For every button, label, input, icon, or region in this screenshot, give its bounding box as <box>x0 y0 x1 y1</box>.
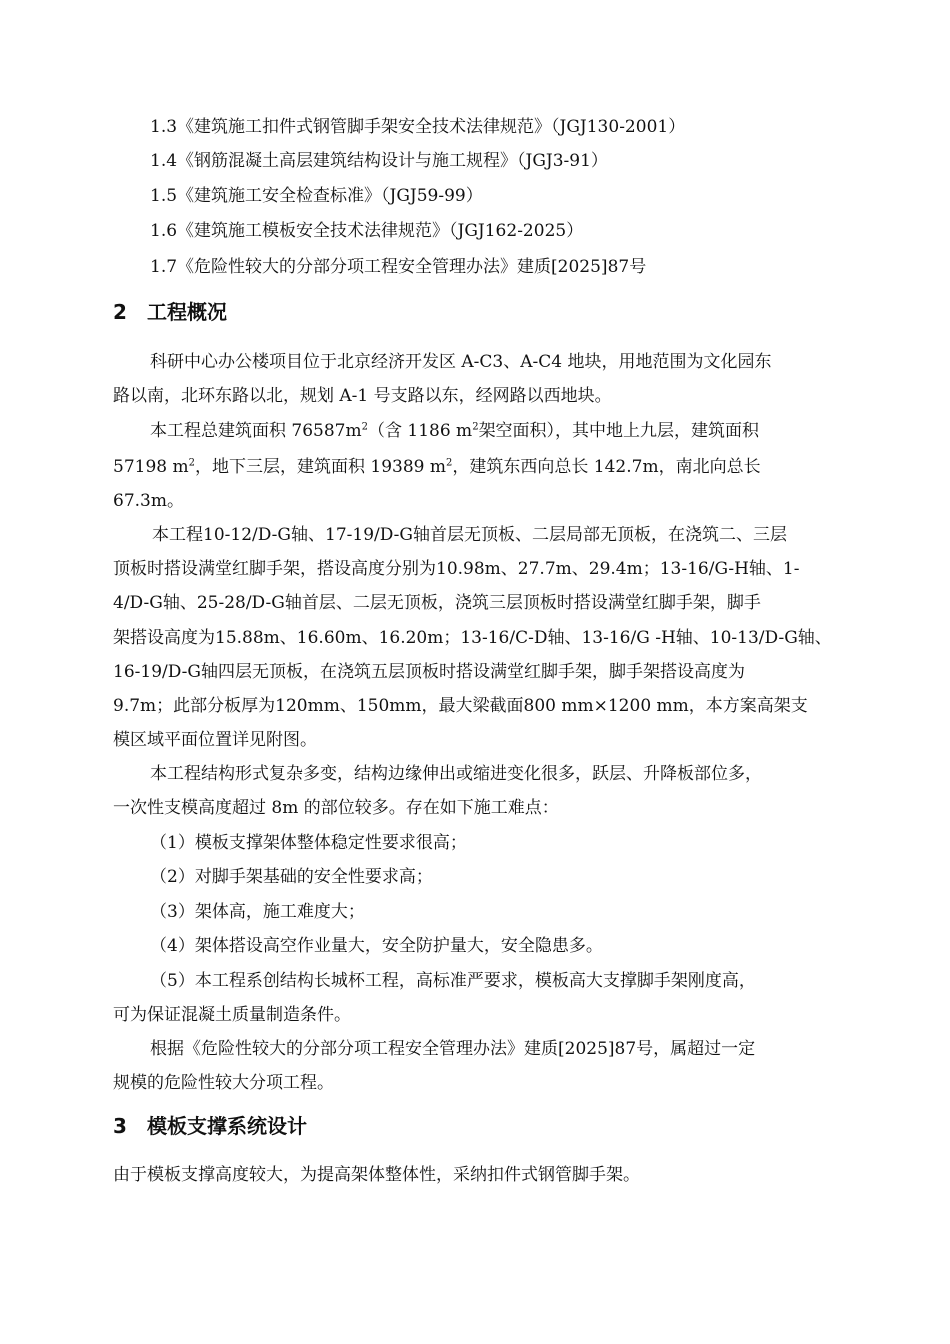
paragraph-line: 路以南，北环东路以北，规划 A-1 号支路以东，经网路以西地块。 <box>113 386 612 406</box>
paragraph-line: 顶板时搭设满堂红脚手架，搭设高度分别为10.98m、27.7m、29.4m；13-16/G-H轴、1- <box>113 559 800 579</box>
paragraph-line: 由于模板支撑高度较大，为提高架体整体性，采纳扣件式钢管脚手架。 <box>113 1165 640 1185</box>
section-title: 工程概况 <box>147 300 227 324</box>
list-item: （4）架体搭设高空作业量大，安全防护量大，安全隐患多。 <box>150 936 603 956</box>
reference-item: 1.4《钢筋混凝土高层建筑结构设计与施工规程》（JGJ3-91） <box>150 151 608 171</box>
list-item: （2）对脚手架基础的安全性要求高； <box>150 867 433 887</box>
section-heading <box>113 299 227 325</box>
paragraph-line: 科研中心办公楼项目位于北京经济开发区 A-C3、A-C4 地块，用地范围为文化园东 <box>150 352 772 372</box>
paragraph-line: 57198 $m^2$，地下三层，建筑面积 19389 $m^2$，建筑东西向总长 142.7m，南北向总长 <box>113 457 761 477</box>
list-item: （3）架体高，施工难度大； <box>150 902 365 922</box>
reference-item: 1.3《建筑施工扣件式钢管脚手架安全技术法律规范》（JGJ130-2001） <box>150 117 686 137</box>
paragraph-line: 4/D-G轴、25-28/D-G轴首层、二层无顶板，浇筑三层顶板时搭设满堂红脚手架，脚手 <box>113 593 761 613</box>
list-item: 可为保证混凝土质量制造条件。 <box>113 1005 351 1025</box>
paragraph-line: 根据《危险性较大的分部分项工程安全管理办法》建质[2025]87号，属超过一定 <box>150 1039 756 1059</box>
paragraph-line: 架搭设高度为15.88m、16.60m、16.20m；13-16/C-D轴、13-16/G -H轴、10-13/D-G轴、 <box>113 628 832 648</box>
paragraph-line: 67.3m。 <box>113 491 184 511</box>
section-number: 3 <box>113 1114 127 1138</box>
paragraph-line: 本工程10-12/D-G轴、17-19/D-G轴首层无顶板、二层局部无顶板，在浇筑二、三层 <box>152 525 788 545</box>
list-item: （5）本工程系创结构长城杯工程，高标准严要求，模板高大支撑脚手架刚度高， <box>150 971 756 991</box>
reference-item: 1.5《建筑施工安全检查标准》（JGJ59-99） <box>150 186 483 206</box>
paragraph-line: 9.7m；此部分板厚为120mm、150mm，最大梁截面800 mm×1200 mm，本方案高架支 <box>113 696 808 716</box>
paragraph-line: 本工程总建筑面积 $76587m^2$（含 1186 $m^2$架空面积），其中地上九层，建筑面积 <box>150 421 760 441</box>
reference-item: 1.7《危险性较大的分部分项工程安全管理办法》建质[2025]87号 <box>150 257 647 277</box>
reference-item: 1.6《建筑施工模板安全技术法律规范》（JGJ162-2025） <box>150 221 584 241</box>
paragraph-line: 模区域平面位置详见附图。 <box>113 730 317 750</box>
paragraph-line: 规模的危险性较大分项工程。 <box>113 1073 334 1093</box>
section-heading <box>113 1113 307 1139</box>
paragraph-line: 一次性支模高度超过 8m 的部位较多。存在如下施工难点： <box>113 798 559 818</box>
section-title: 模板支撑系统设计 <box>147 1114 307 1138</box>
section-number: 2 <box>113 300 127 324</box>
list-item: （1）模板支撑架体整体稳定性要求很高； <box>150 833 467 853</box>
paragraph-line: 本工程结构形式复杂多变，结构边缘伸出或缩进变化很多，跃层、升降板部位多， <box>150 764 762 784</box>
paragraph-line: 16-19/D-G轴四层无顶板，在浇筑五层顶板时搭设满堂红脚手架，脚手架搭设高度为 <box>113 662 746 682</box>
